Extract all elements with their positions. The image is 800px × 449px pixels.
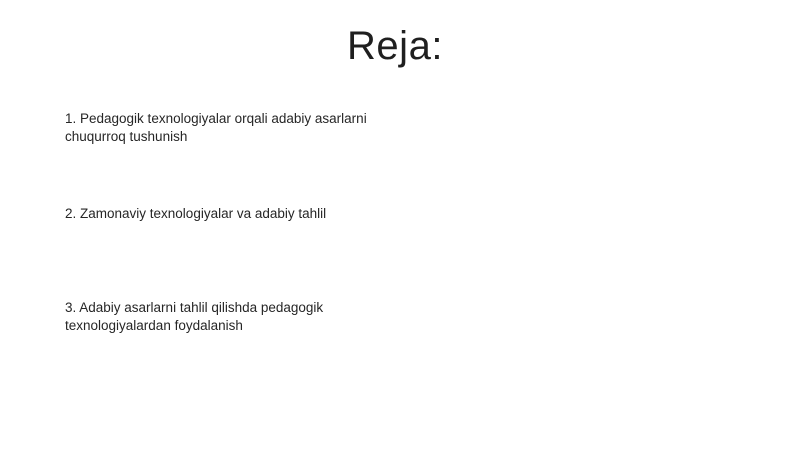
plan-item: 1. Pedagogik texnologiyalar orqali adabiy asarlarni chuqurroq tushunish — [65, 111, 367, 144]
slide-title: Reja: — [347, 24, 443, 68]
plan-item: 2. Zamonaviy texnologiyalar va adabiy tahlil — [65, 206, 327, 221]
plan-item: 3. Adabiy asarlarni tahlil qilishda pedagogik texnologiyalardan foydalanish — [65, 300, 324, 333]
